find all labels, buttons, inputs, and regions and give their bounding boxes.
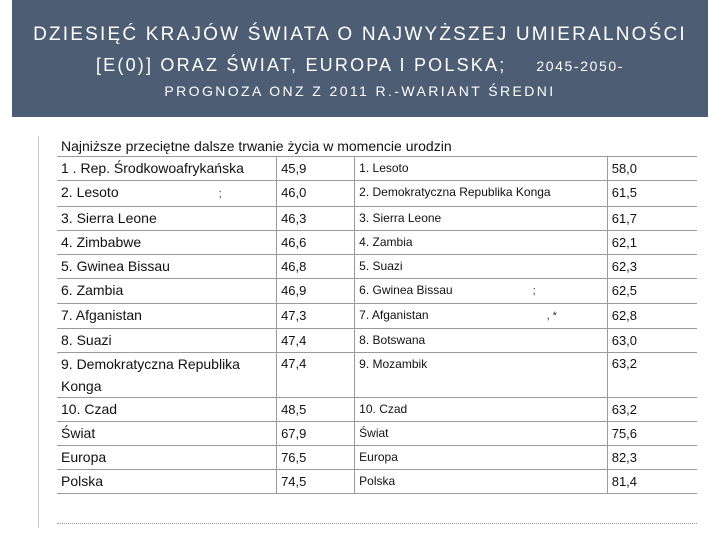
left-value: 46,6 xyxy=(277,231,355,255)
left-country: Świat xyxy=(57,422,277,446)
slide-title-line2-main: [E(0)] ORAZ ŚWIAT, EUROPA I POLSKA; xyxy=(95,55,507,75)
table-row-world xyxy=(57,422,697,446)
left-country: 4. Zimbabwe xyxy=(57,231,277,255)
slide-title-line2 xyxy=(12,53,708,78)
table-row xyxy=(57,304,697,329)
left-value: 76,5 xyxy=(277,446,355,470)
left-value: 46,8 xyxy=(277,255,355,279)
right-value: 61,7 xyxy=(607,207,697,231)
left-country: 6. Zambia xyxy=(57,279,277,304)
right-country: Polska xyxy=(355,470,608,494)
right-country-cell xyxy=(355,304,608,329)
left-country: Polska xyxy=(57,470,277,494)
right-value: 62,5 xyxy=(607,279,697,304)
right-value: 63,2 xyxy=(607,353,697,398)
scan-mark: ; xyxy=(532,285,536,297)
right-country: 10. Czad xyxy=(355,398,608,422)
left-country: 1 . Rep. Środkowoafrykańska xyxy=(57,157,277,181)
table-row xyxy=(57,157,697,181)
table-row xyxy=(57,279,697,304)
table-row xyxy=(57,207,697,231)
table-row xyxy=(57,255,697,279)
table-row xyxy=(57,329,697,353)
right-country: 4. Zambia xyxy=(355,231,608,255)
left-value: 67,9 xyxy=(277,422,355,446)
left-country-cell xyxy=(57,181,277,207)
right-country: Europa xyxy=(355,446,608,470)
left-value: 47,4 xyxy=(277,353,355,398)
right-value: 58,0 xyxy=(607,157,697,181)
scan-mark: , * xyxy=(546,310,557,322)
slide-header xyxy=(12,0,708,117)
left-country: 2. Lesoto xyxy=(61,184,119,200)
slide-title-years: 2045-2050- xyxy=(536,58,625,74)
left-country: 9. Demokratyczna Republika Konga xyxy=(57,353,277,398)
scanned-table-image xyxy=(38,136,699,528)
right-value: 82,3 xyxy=(607,446,697,470)
right-country: Świat xyxy=(355,422,608,446)
right-value: 63,0 xyxy=(607,329,697,353)
right-country: 2. Demokratyczna Republika Konga xyxy=(355,181,608,207)
right-value: 63,2 xyxy=(607,398,697,422)
table-caption-row xyxy=(57,136,697,157)
right-country: 7. Afganistan xyxy=(359,308,429,322)
left-value: 47,3 xyxy=(277,304,355,329)
table-row xyxy=(57,231,697,255)
life-expectancy-table xyxy=(57,136,697,494)
table-row-europe xyxy=(57,446,697,470)
left-value: 47,4 xyxy=(277,329,355,353)
slide-title-line3: PROGNOZA ONZ Z 2011 R.-WARIANT ŚREDNI xyxy=(164,83,556,99)
right-value: 75,6 xyxy=(607,422,697,446)
left-value: 48,5 xyxy=(277,398,355,422)
table-row xyxy=(57,353,697,398)
right-value: 62,3 xyxy=(607,255,697,279)
right-country-cell xyxy=(355,279,608,304)
slide-title-line1: DZIESIĘĆ KRAJÓW ŚWIATA O NAJWYŻSZEJ UMIERALNOŚCI xyxy=(33,24,687,45)
table-row xyxy=(57,398,697,422)
left-country: 7. Afganistan xyxy=(57,304,277,329)
right-country: 1. Lesoto xyxy=(355,157,608,181)
table-caption: Najniższe przeciętne dalsze trwanie życia w momencie urodzin xyxy=(57,136,697,157)
left-country: 5. Gwinea Bissau xyxy=(57,255,277,279)
right-country: 6. Gwinea Bissau xyxy=(359,283,453,297)
right-country: 8. Botswana xyxy=(355,329,608,353)
table-row-poland xyxy=(57,470,697,494)
right-country: 5. Suazi xyxy=(355,255,608,279)
left-value: 45,9 xyxy=(277,157,355,181)
left-value: 46,9 xyxy=(277,279,355,304)
right-value: 81,4 xyxy=(607,470,697,494)
left-value: 74,5 xyxy=(277,470,355,494)
table-row xyxy=(57,181,697,207)
right-value: 62,8 xyxy=(607,304,697,329)
left-country: 3. Sierra Leone xyxy=(57,207,277,231)
right-value: 62,1 xyxy=(607,231,697,255)
right-country: 9. Mozambik xyxy=(355,353,608,398)
right-country: 3. Sierra Leone xyxy=(355,207,608,231)
left-value: 46,3 xyxy=(277,207,355,231)
scan-bottom-edge xyxy=(57,523,697,528)
left-country: Europa xyxy=(57,446,277,470)
scan-mark: ; xyxy=(218,188,222,200)
left-value: 46,0 xyxy=(277,181,355,207)
left-country: 10. Czad xyxy=(57,398,277,422)
right-value: 61,5 xyxy=(607,181,697,207)
left-country: 8. Suazi xyxy=(57,329,277,353)
